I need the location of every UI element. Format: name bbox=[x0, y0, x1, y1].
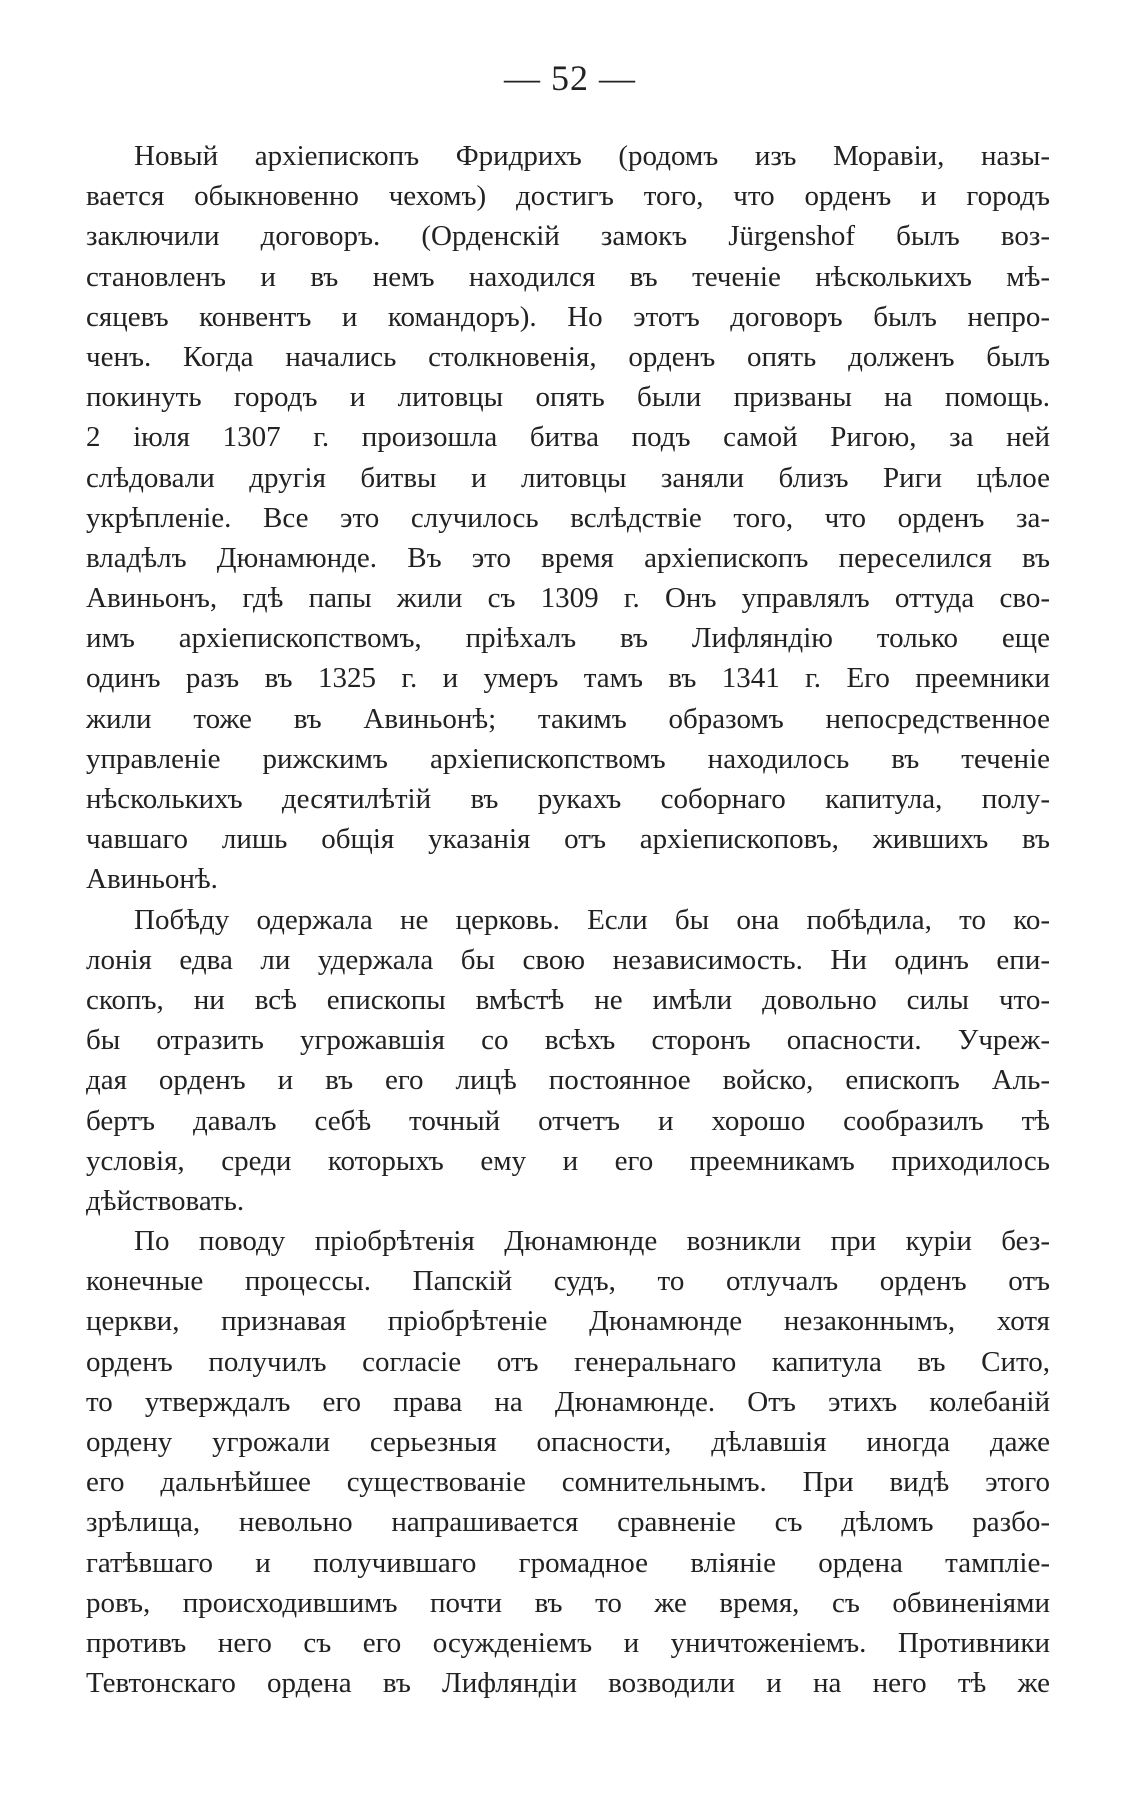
text-line: орденъ получилъ согласіе отъ генеральнаго капитула въ Сито, bbox=[86, 1345, 1050, 1378]
text-line: владѣлъ Дюнамюнде. Въ это время архіепископъ переселился въ bbox=[86, 541, 1050, 574]
text-line: заключили договоръ. (Орденскій замокъ Jürgenshof былъ воз- bbox=[86, 220, 1050, 253]
text-line: покинуть городъ и литовцы опять были призваны на помощь. bbox=[86, 381, 1050, 414]
text-line: нѣсколькихъ десятилѣтій въ рукахъ соборнаго капитула, полу- bbox=[86, 783, 1050, 815]
text-line: условія, среди которыхъ ему и его преемникамъ приходилось bbox=[86, 1144, 1050, 1177]
text-line: 2 іюля 1307 г. произошла битва подъ самой Ригою, за ней bbox=[86, 421, 1050, 454]
text-line: скопъ, ни всѣ епископы вмѣстѣ не имѣли довольно силы что- bbox=[86, 983, 1050, 1016]
text-line: По поводу пріобрѣтенія Дюнамюнде возникли при куріи без- bbox=[134, 1225, 1050, 1258]
page-number: — 52 — bbox=[504, 58, 636, 98]
text-line: зрѣлища, невольно напрашивается сравненіе съ дѣломъ разбо- bbox=[86, 1506, 1050, 1539]
text-line: Авиньонѣ. bbox=[86, 863, 218, 896]
text-line: ордену угрожали серьезныя опасности, дѣлавшія иногда даже bbox=[86, 1426, 1050, 1458]
text-line: имъ архіепископствомъ, пріѣхалъ въ Лифляндію только еще bbox=[86, 622, 1050, 655]
text-line: чавшаго лишь общія указанія отъ архіепископовъ, жившихъ въ bbox=[86, 823, 1050, 856]
text-line: одинъ разъ въ 1325 г. и умеръ тамъ въ 1341 г. Его преемники bbox=[86, 662, 1050, 695]
text-line: дая орденъ и въ его лицѣ постоянное войско, епископъ Аль- bbox=[86, 1064, 1050, 1097]
text-line: то утверждалъ его права на Дюнамюнде. Отъ этихъ колебаній bbox=[86, 1385, 1050, 1418]
text-line: ченъ. Когда начались столкновенія, орденъ опять долженъ былъ bbox=[86, 340, 1050, 373]
text-line: его дальнѣйшее существованіе сомнительнымъ. При видѣ этого bbox=[86, 1466, 1050, 1499]
text-line: Новый архіепископъ Фридрихъ (родомъ изъ Моравіи, назы- bbox=[134, 140, 1050, 172]
text-line: противъ него съ его осужденіемъ и уничтоженіемъ. Противники bbox=[86, 1626, 1050, 1659]
text-line: становленъ и въ немъ находился въ теченіе нѣсколькихъ мѣ- bbox=[86, 260, 1050, 293]
text-line: гатѣвшаго и получившаго громадное вліяніе ордена тампліе- bbox=[86, 1546, 1050, 1579]
text-line: бертъ давалъ себѣ точный отчетъ и хорошо сообразилъ тѣ bbox=[86, 1104, 1050, 1137]
paragraph-2 bbox=[86, 900, 1050, 1222]
body-text bbox=[86, 136, 1050, 1703]
paragraph-3 bbox=[86, 1221, 1050, 1703]
text-line: жили тоже въ Авиньонѣ; такимъ образомъ непосредственное bbox=[86, 702, 1050, 735]
text-line: Тевтонскаго ордена въ Лифляндіи возводили и на него тѣ же bbox=[86, 1667, 1050, 1700]
text-line: дѣйствовать. bbox=[86, 1184, 245, 1217]
text-line: Авиньонъ, гдѣ папы жили съ 1309 г. Онъ управлялъ оттуда сво- bbox=[86, 582, 1050, 615]
text-line: бы отразить угрожавшія со всѣхъ сторонъ опасности. Учреж- bbox=[86, 1024, 1050, 1057]
text-line: вается обыкновенно чехомъ) достигъ того, что орденъ и городъ bbox=[86, 180, 1050, 213]
text-line: сяцевъ конвентъ и командоръ). Но этотъ договоръ былъ непро- bbox=[86, 300, 1050, 333]
text-line: укрѣпленіе. Все это случилось вслѣдствіе того, что орденъ за- bbox=[86, 501, 1050, 534]
text-line: лонія едва ли удержала бы свою независимость. Ни одинъ епи- bbox=[86, 943, 1050, 976]
text-line: слѣдовали другія битвы и литовцы заняли близъ Риги цѣлое bbox=[86, 461, 1050, 494]
text-line: Побѣду одержала не церковь. Если бы она побѣдила, то ко- bbox=[134, 903, 1050, 936]
text-line: церкви, признавая пріобрѣтеніе Дюнамюнде незаконнымъ, хотя bbox=[86, 1305, 1050, 1338]
text-line: конечные процессы. Папскій судъ, то отлучалъ орденъ отъ bbox=[86, 1265, 1050, 1298]
paragraph-1 bbox=[86, 136, 1050, 900]
text-line: ровъ, происходившимъ почти въ то же время, съ обвиненіями bbox=[86, 1586, 1050, 1619]
text-line: управленіе рижскимъ архіепископствомъ находилось въ теченіе bbox=[86, 742, 1050, 775]
